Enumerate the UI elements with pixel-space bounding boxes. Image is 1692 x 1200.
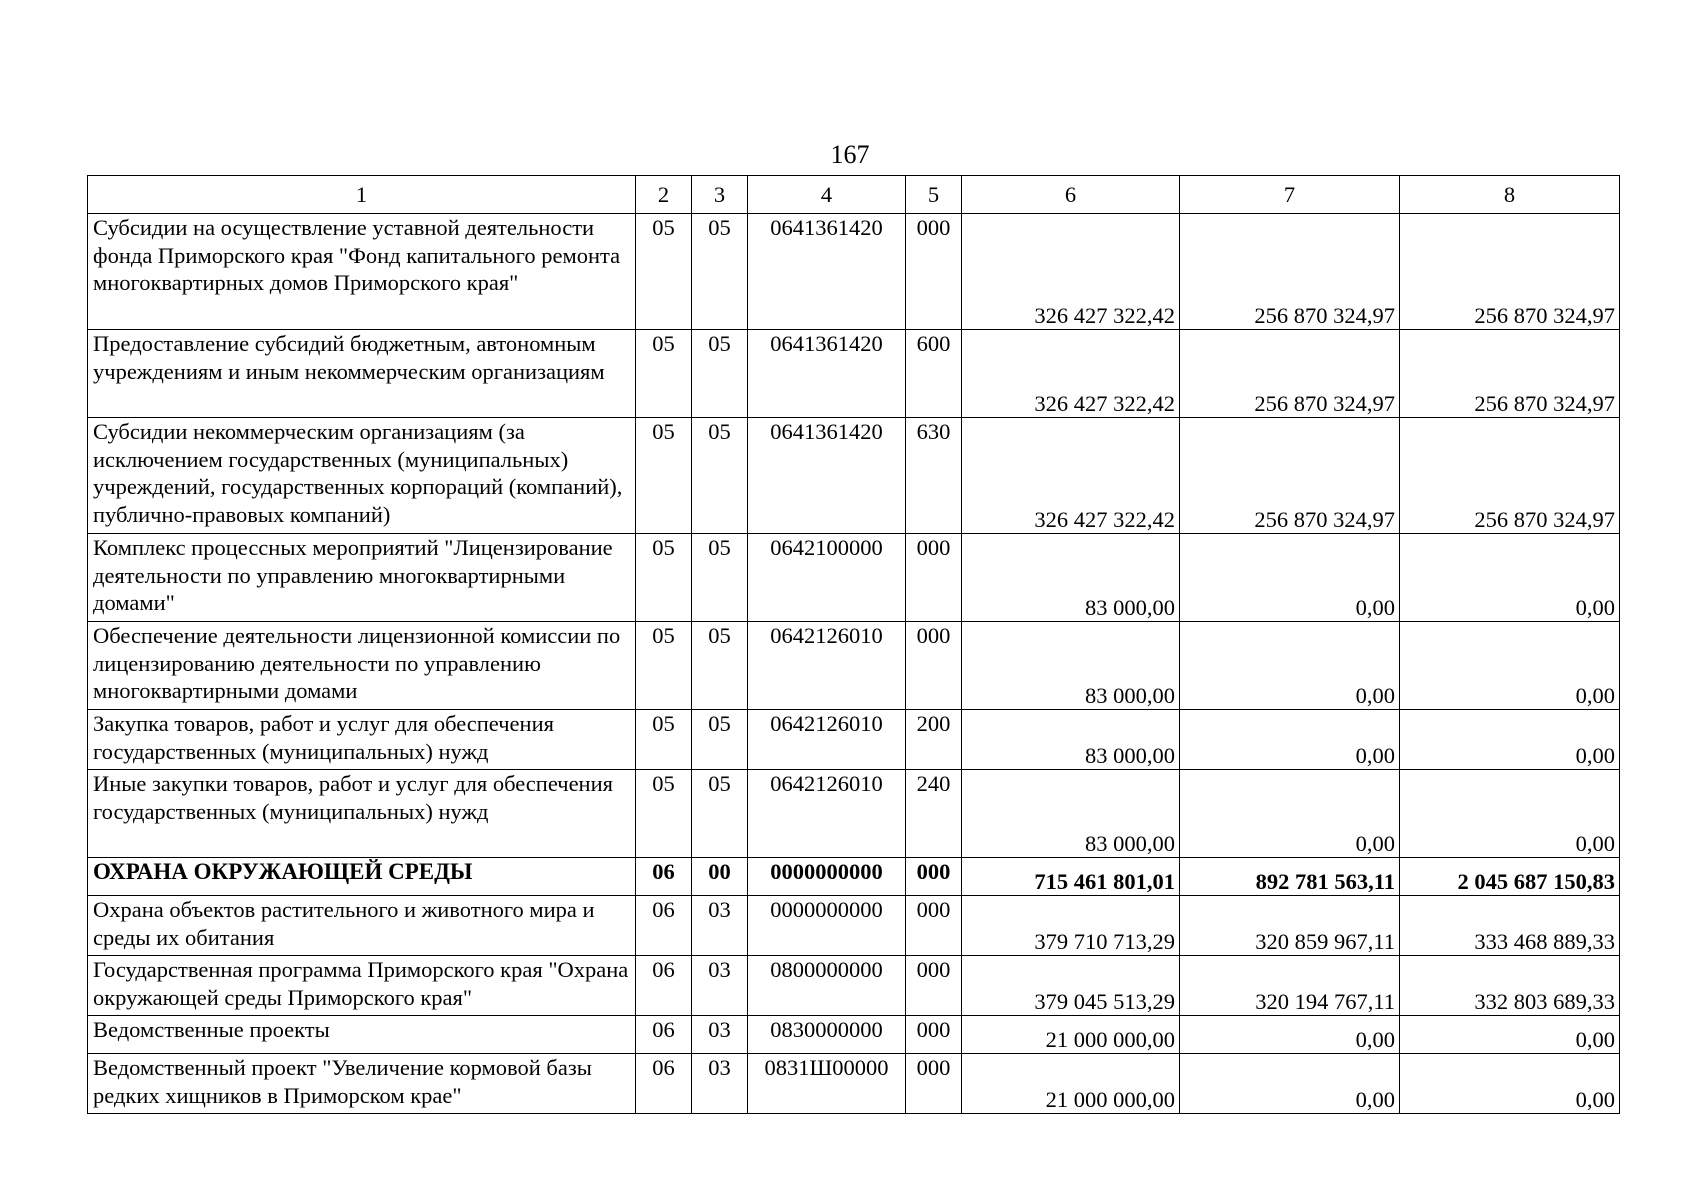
row-amount-6: 83 000,00 — [962, 710, 1180, 770]
row-subsection: 05 — [692, 622, 748, 710]
column-header-4: 4 — [748, 176, 906, 214]
row-expense-type: 000 — [906, 956, 962, 1016]
row-amount-6: 83 000,00 — [962, 534, 1180, 622]
table-row — [88, 710, 1620, 770]
row-expense-type: 240 — [906, 770, 962, 858]
row-target-article: 0000000000 — [748, 896, 906, 956]
table-row — [88, 770, 1620, 858]
row-expense-type: 000 — [906, 858, 962, 896]
row-expense-type: 000 — [906, 214, 962, 330]
row-expense-type: 000 — [906, 896, 962, 956]
row-amount-7: 256 870 324,97 — [1180, 330, 1400, 418]
row-subsection: 03 — [692, 1016, 748, 1054]
row-target-article: 0000000000 — [748, 858, 906, 896]
column-header-1: 1 — [88, 176, 636, 214]
column-header-5: 5 — [906, 176, 962, 214]
row-name: Ведомственные проекты — [88, 1016, 636, 1054]
row-target-article: 0641361420 — [748, 214, 906, 330]
table-row — [88, 1054, 1620, 1114]
row-amount-7: 0,00 — [1180, 1054, 1400, 1114]
table-row — [88, 956, 1620, 1016]
row-amount-7: 320 194 767,11 — [1180, 956, 1400, 1016]
column-header-8: 8 — [1400, 176, 1620, 214]
row-amount-7: 256 870 324,97 — [1180, 214, 1400, 330]
budget-table — [87, 175, 1620, 1114]
row-expense-type: 000 — [906, 622, 962, 710]
row-target-article: 0641361420 — [748, 330, 906, 418]
row-amount-6: 21 000 000,00 — [962, 1016, 1180, 1054]
row-amount-6: 326 427 322,42 — [962, 330, 1180, 418]
row-target-article: 0800000000 — [748, 956, 906, 1016]
row-amount-6: 379 710 713,29 — [962, 896, 1180, 956]
row-name: Иные закупки товаров, работ и услуг для обеспечения государственных (муниципальных) нужд — [88, 770, 636, 858]
row-target-article: 0642126010 — [748, 770, 906, 858]
row-amount-8: 0,00 — [1400, 770, 1620, 858]
row-section: 05 — [636, 534, 692, 622]
row-amount-7: 0,00 — [1180, 534, 1400, 622]
row-section: 05 — [636, 418, 692, 534]
table-row — [88, 330, 1620, 418]
row-name: Государственная программа Приморского края "Охрана окружающей среды Приморского края" — [88, 956, 636, 1016]
table-row — [88, 214, 1620, 330]
column-header-3: 3 — [692, 176, 748, 214]
row-section: 06 — [636, 956, 692, 1016]
row-subsection: 03 — [692, 956, 748, 1016]
row-subsection: 05 — [692, 330, 748, 418]
row-section: 05 — [636, 710, 692, 770]
row-amount-6: 715 461 801,01 — [962, 858, 1180, 896]
row-amount-8: 0,00 — [1400, 1054, 1620, 1114]
row-target-article: 0642126010 — [748, 710, 906, 770]
row-target-article: 0642126010 — [748, 622, 906, 710]
row-amount-8: 0,00 — [1400, 622, 1620, 710]
row-name: Обеспечение деятельности лицензионной комиссии по лицензированию деятельности по управлению многоквартирными домами — [88, 622, 636, 710]
row-section: 06 — [636, 896, 692, 956]
row-amount-7: 892 781 563,11 — [1180, 858, 1400, 896]
row-expense-type: 000 — [906, 1054, 962, 1114]
row-amount-7: 0,00 — [1180, 622, 1400, 710]
row-target-article: 0642100000 — [748, 534, 906, 622]
table-row-section-total — [88, 858, 1620, 896]
row-amount-8: 0,00 — [1400, 1016, 1620, 1054]
row-expense-type: 630 — [906, 418, 962, 534]
row-expense-type: 000 — [906, 1016, 962, 1054]
row-section: 05 — [636, 214, 692, 330]
row-name: Охрана объектов растительного и животного мира и среды их обитания — [88, 896, 636, 956]
row-amount-8: 256 870 324,97 — [1400, 418, 1620, 534]
row-expense-type: 000 — [906, 534, 962, 622]
row-amount-8: 256 870 324,97 — [1400, 330, 1620, 418]
row-subsection: 00 — [692, 858, 748, 896]
row-amount-7: 0,00 — [1180, 710, 1400, 770]
row-amount-6: 379 045 513,29 — [962, 956, 1180, 1016]
row-amount-8: 333 468 889,33 — [1400, 896, 1620, 956]
row-name: Субсидии на осуществление уставной деятельности фонда Приморского края "Фонд капитального ремонта многоквартирных домов Приморского края" — [88, 214, 636, 330]
row-section: 06 — [636, 1016, 692, 1054]
row-amount-6: 83 000,00 — [962, 770, 1180, 858]
row-subsection: 03 — [692, 896, 748, 956]
row-name: Ведомственный проект "Увеличение кормовой базы редких хищников в Приморском крае" — [88, 1054, 636, 1114]
row-amount-7: 320 859 967,11 — [1180, 896, 1400, 956]
row-section: 05 — [636, 330, 692, 418]
row-amount-6: 21 000 000,00 — [962, 1054, 1180, 1114]
row-amount-6: 83 000,00 — [962, 622, 1180, 710]
row-name: ОХРАНА ОКРУЖАЮЩЕЙ СРЕДЫ — [88, 858, 636, 896]
row-name: Закупка товаров, работ и услуг для обеспечения государственных (муниципальных) нужд — [88, 710, 636, 770]
row-name: Предоставление субсидий бюджетным, автономным учреждениям и иным некоммерческим организациям — [88, 330, 636, 418]
row-section: 05 — [636, 622, 692, 710]
row-section: 05 — [636, 770, 692, 858]
row-name: Субсидии некоммерческим организациям (за исключением государственных (муниципальных) учреждений, государственных корпораций (компаний), публично-правовых компаний) — [88, 418, 636, 534]
row-target-article: 0641361420 — [748, 418, 906, 534]
table-row — [88, 1016, 1620, 1054]
row-subsection: 05 — [692, 770, 748, 858]
table-row — [88, 622, 1620, 710]
row-amount-7: 0,00 — [1180, 1016, 1400, 1054]
row-amount-8: 332 803 689,33 — [1400, 956, 1620, 1016]
row-expense-type: 600 — [906, 330, 962, 418]
row-section: 06 — [636, 1054, 692, 1114]
page-number: 167 — [830, 140, 870, 169]
row-name: Комплекс процессных мероприятий "Лицензирование деятельности по управлению многоквартирными домами" — [88, 534, 636, 622]
row-amount-6: 326 427 322,42 — [962, 418, 1180, 534]
row-section: 06 — [636, 858, 692, 896]
row-subsection: 05 — [692, 534, 748, 622]
column-header-7: 7 — [1180, 176, 1400, 214]
table-row — [88, 534, 1620, 622]
row-target-article: 0830000000 — [748, 1016, 906, 1054]
row-subsection: 05 — [692, 214, 748, 330]
row-amount-8: 2 045 687 150,83 — [1400, 858, 1620, 896]
row-amount-7: 256 870 324,97 — [1180, 418, 1400, 534]
row-amount-6: 326 427 322,42 — [962, 214, 1180, 330]
column-header-2: 2 — [636, 176, 692, 214]
column-header-6: 6 — [962, 176, 1180, 214]
row-subsection: 05 — [692, 710, 748, 770]
header-row — [88, 176, 1620, 214]
table-row — [88, 418, 1620, 534]
row-amount-8: 256 870 324,97 — [1400, 214, 1620, 330]
row-subsection: 05 — [692, 418, 748, 534]
row-subsection: 03 — [692, 1054, 748, 1114]
row-amount-7: 0,00 — [1180, 770, 1400, 858]
table-row — [88, 896, 1620, 956]
row-target-article: 0831Ш00000 — [748, 1054, 906, 1114]
row-amount-8: 0,00 — [1400, 534, 1620, 622]
row-amount-8: 0,00 — [1400, 710, 1620, 770]
row-expense-type: 200 — [906, 710, 962, 770]
